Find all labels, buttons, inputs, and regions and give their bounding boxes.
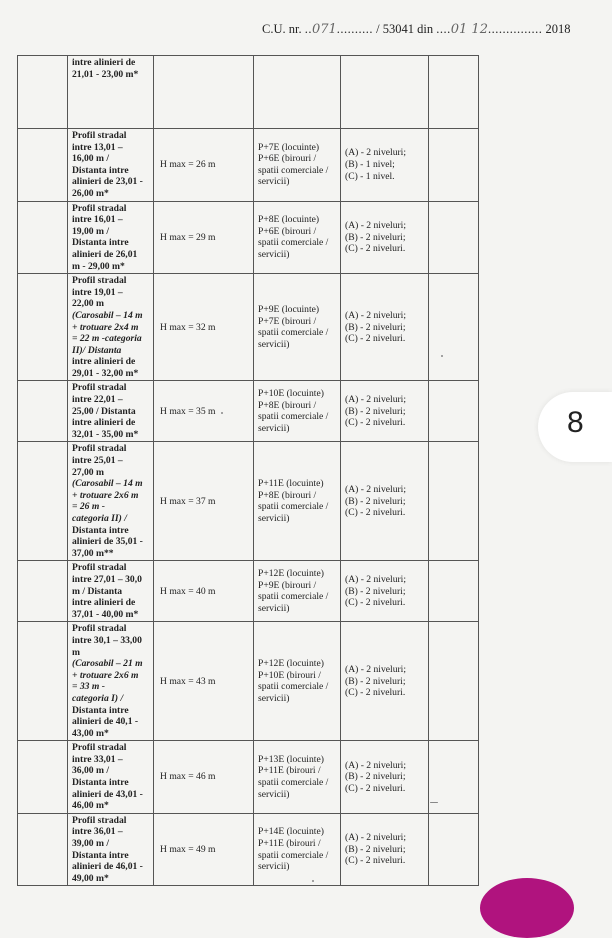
levels-line: (C) - 1 nivel. [345, 170, 395, 182]
profil-line: intre 27,01 – 30,0 [72, 573, 142, 585]
profil-line: 16,00 m / [72, 153, 110, 165]
profil-line: 29,01 - 32,00 m* [72, 367, 139, 379]
blank-cell [18, 442, 68, 561]
profil-line: Distanta intre [72, 704, 129, 716]
profil-line: intre alinieri de [72, 417, 136, 429]
height-regime-line: spatii comerciale / [258, 501, 329, 513]
blank-cell [18, 622, 68, 741]
levels-line: (B) - 2 niveluri; [345, 675, 406, 687]
profil-line: intre alinieri de [72, 57, 136, 68]
header-registration: / 53041 din [376, 22, 434, 36]
profil-line: (Carosabil – 14 m [72, 309, 143, 321]
height-regime-cell [254, 129, 341, 202]
profil-cell [68, 201, 154, 274]
profil-line: 32,01 - 35,00 m* [72, 428, 139, 440]
height-regime-cell [254, 561, 341, 622]
levels-cell [341, 274, 429, 381]
levels-line: (C) - 2 niveluri. [345, 782, 406, 794]
height-regime-line: spatii comerciale / [258, 849, 329, 861]
document-header: C.U. nr. ..071.......... / 53041 din ....01 12............... 2018 [262, 22, 571, 37]
blank-cell [429, 129, 479, 202]
height-regime-line: spatii comerciale / [258, 681, 329, 693]
levels-cell [341, 813, 429, 886]
profil-line: 37,01 - 40,00 m* [72, 608, 139, 620]
height-regime-line: spatii comerciale / [258, 164, 329, 176]
hmax-value: H max = 43 m [160, 675, 216, 687]
header-year: 2018 [545, 22, 571, 36]
hmax-value: H max = 40 m [160, 585, 216, 597]
height-regime-cell [254, 274, 341, 381]
height-table [17, 55, 479, 886]
profil-line: intre 33,01 – [72, 753, 123, 765]
height-regime-line: P+10E (birouri / [258, 669, 321, 681]
height-regime-line: servicii) [258, 692, 290, 704]
height-regime-line: servicii) [258, 176, 290, 188]
levels-cell [341, 201, 429, 274]
hmax-value: H max = 37 m [160, 495, 216, 507]
profil-line: Profil stradal [72, 130, 127, 141]
height-regime-line: P+8E (locuinte) [258, 214, 320, 226]
page-number: 8 [567, 406, 584, 439]
height-regime-line: servicii) [258, 861, 290, 873]
profil-line: = 26 m - [72, 501, 105, 513]
profil-line: 25,00 / Distanta [72, 405, 136, 417]
table-row [18, 56, 479, 129]
profil-line: intre 13,01 – [72, 141, 123, 153]
height-regime-line: P+9E (birouri / [258, 579, 317, 591]
levels-line: (A) - 2 niveluri; [345, 759, 407, 771]
height-regime-line: servicii) [258, 788, 290, 800]
pink-circle-button[interactable] [480, 878, 574, 938]
height-regime-line: P+12E (locuinte) [258, 658, 324, 670]
levels-line: (C) - 2 niveluri. [345, 243, 406, 255]
height-regime-line: P+11E (birouri / [258, 765, 321, 777]
profil-line: Profil stradal [72, 443, 127, 455]
height-regime-line: P+13E (locuinte) [258, 753, 324, 765]
hmax-value: H max = 35 m [160, 405, 216, 417]
profil-line: 27,00 m [72, 466, 104, 478]
levels-line: (C) - 2 niveluri. [345, 333, 406, 345]
table-row [18, 381, 479, 442]
height-regime-cell [254, 381, 341, 442]
height-regime-cell [254, 622, 341, 741]
speck [312, 880, 314, 882]
profil-line: intre alinieri de [72, 597, 136, 609]
profil-line: intre 30,1 – 33,00 [72, 634, 142, 646]
height-regime-cell [254, 201, 341, 274]
blank-cell [18, 381, 68, 442]
profil-line: alinieri de 26,01 [72, 248, 138, 260]
height-regime-line: spatii comerciale / [258, 327, 329, 339]
levels-line: (B) - 2 niveluri; [345, 495, 406, 507]
blank-cell [18, 274, 68, 381]
profil-line: 36,00 m / [72, 765, 110, 777]
height-regime-line: P+12E (locuinte) [258, 568, 324, 580]
profil-line: alinieri de 40,1 - [72, 716, 139, 728]
height-regime-cell [254, 813, 341, 886]
profil-line: II)/ Distanta [72, 344, 122, 356]
profil-line: 37,00 m** [72, 547, 114, 559]
levels-line: (C) - 2 niveluri. [345, 507, 406, 519]
table-row [18, 813, 479, 886]
blank-cell [18, 201, 68, 274]
profil-line: m - 29,00 m* [72, 260, 125, 272]
levels-line: (B) - 2 niveluri; [345, 771, 406, 783]
table-row [18, 622, 479, 741]
profil-line: + trotuare 2x6 m [72, 669, 139, 681]
speck [441, 355, 443, 357]
profil-line: 26,00 m* [72, 187, 109, 199]
profil-line: m / Distanta [72, 585, 123, 597]
profil-line: (Carosabil – 21 m [72, 658, 143, 670]
profil-line: Profil stradal [72, 382, 127, 394]
levels-line: (A) - 2 niveluri; [345, 832, 407, 844]
speck [221, 412, 223, 414]
blank-cell [429, 274, 479, 381]
levels-cell [341, 56, 429, 129]
height-regime-line: spatii comerciale / [258, 237, 329, 249]
blank-cell [18, 129, 68, 202]
blank-cell [18, 813, 68, 886]
profil-line: intre 16,01 – [72, 214, 123, 226]
levels-line: (B) - 2 niveluri; [345, 843, 406, 855]
table-row [18, 274, 479, 381]
handwritten-date: 01 12 [450, 22, 488, 37]
speck [430, 802, 438, 803]
levels-line: (A) - 2 niveluri; [345, 219, 407, 231]
levels-cell [341, 381, 429, 442]
levels-cell [341, 622, 429, 741]
height-regime-line: P+8E (birouri / [258, 489, 317, 501]
profil-line: Profil stradal [72, 814, 127, 826]
profil-line: categoria I) / [72, 692, 124, 704]
profil-cell [68, 561, 154, 622]
profil-cell [68, 442, 154, 561]
header-prefix: C.U. nr. [262, 22, 302, 36]
profil-line: 46,00 m* [72, 800, 109, 812]
levels-line: (C) - 2 niveluri. [345, 855, 406, 867]
profil-line: + trotuare 2x4 m [72, 321, 139, 333]
hmax-cell [154, 813, 254, 886]
levels-cell [341, 129, 429, 202]
table-row [18, 201, 479, 274]
height-regime-line: servicii) [258, 248, 290, 260]
levels-line: (C) - 2 niveluri. [345, 597, 406, 609]
hmax-value: H max = 32 m [160, 321, 216, 333]
profil-cell [68, 741, 154, 814]
profil-line: (Carosabil – 14 m [72, 478, 143, 490]
profil-line: alinieri de 43,01 - [72, 788, 143, 800]
hmax-value: H max = 49 m [160, 843, 216, 855]
profil-cell [68, 129, 154, 202]
profil-line: intre 36,01 – [72, 826, 123, 838]
hmax-value: H max = 26 m [160, 158, 216, 170]
profil-cell [68, 381, 154, 442]
levels-line: (B) - 2 niveluri; [345, 231, 406, 243]
blank-cell [429, 381, 479, 442]
profil-line: alinieri de 35,01 - [72, 536, 143, 548]
blank-cell [429, 442, 479, 561]
hmax-value: H max = 46 m [160, 771, 216, 783]
levels-line: (A) - 2 niveluri; [345, 663, 407, 675]
profil-line: intre 25,01 – [72, 455, 123, 467]
handwritten-number: 071 [311, 22, 337, 37]
height-regime-line: P+7E (locuinte) [258, 141, 320, 153]
profil-cell [68, 813, 154, 886]
height-regime-cell [254, 56, 341, 129]
profil-line: intre 22,01 – [72, 394, 123, 406]
regulations-table [17, 55, 478, 886]
height-regime-line: spatii comerciale / [258, 591, 329, 603]
blank-cell [429, 201, 479, 274]
profil-line: Distanta intre [72, 164, 129, 176]
hmax-cell [154, 129, 254, 202]
levels-line: (B) - 2 niveluri; [345, 585, 406, 597]
blank-cell [429, 56, 479, 129]
profil-line: Distanta intre [72, 849, 129, 861]
height-regime-line: servicii) [258, 423, 290, 435]
profil-line: Distanta intre [72, 777, 129, 789]
levels-cell [341, 741, 429, 814]
height-regime-cell [254, 442, 341, 561]
profil-line: + trotuare 2x6 m [72, 489, 139, 501]
profil-line: Distanta intre [72, 524, 129, 536]
profil-line: intre 19,01 – [72, 286, 123, 298]
levels-cell [341, 442, 429, 561]
blank-cell [18, 56, 68, 129]
table-row [18, 129, 479, 202]
blank-cell [429, 813, 479, 886]
blank-cell [429, 561, 479, 622]
profil-line: Profil stradal [72, 275, 127, 287]
blank-cell [18, 561, 68, 622]
levels-line: (A) - 2 niveluri; [345, 147, 407, 159]
levels-line: (B) - 2 niveluri; [345, 321, 406, 333]
height-regime-line: P+6E (birouri / [258, 225, 317, 237]
profil-line: alinieri de 46,01 - [72, 861, 143, 873]
height-regime-line: servicii) [258, 602, 290, 614]
height-regime-cell [254, 741, 341, 814]
profil-line: categoria II) / [72, 513, 127, 524]
hmax-cell [154, 201, 254, 274]
height-regime-line: P+9E (locuinte) [258, 304, 320, 316]
table-row [18, 561, 479, 622]
profil-line: 21,01 - 23,00 m* [72, 68, 139, 80]
height-regime-line: P+8E (birouri / [258, 399, 317, 411]
profil-line: Distanta intre [72, 237, 129, 249]
levels-line: (C) - 2 niveluri. [345, 417, 406, 429]
profil-line: m [72, 646, 80, 658]
height-regime-line: P+7E (birouri / [258, 315, 317, 327]
profil-line: 39,00 m / [72, 838, 110, 850]
hmax-value: H max = 29 m [160, 231, 216, 243]
table-row [18, 741, 479, 814]
profil-line: 49,00 m* [72, 872, 109, 884]
height-regime-line: servicii) [258, 338, 290, 350]
profil-line: alinieri de 23,01 - [72, 176, 143, 188]
height-regime-line: P+11E (locuinte) [258, 478, 324, 490]
levels-line: (A) - 2 niveluri; [345, 309, 407, 321]
profil-line: = 33 m - [72, 681, 105, 693]
profil-cell [68, 274, 154, 381]
profil-line: Profil stradal [72, 742, 127, 754]
profil-line: Profil stradal [72, 562, 127, 574]
hmax-cell [154, 56, 254, 129]
hmax-cell [154, 561, 254, 622]
height-regime-line: P+14E (locuinte) [258, 826, 324, 838]
profil-line: Profil stradal [72, 202, 127, 214]
levels-line: (B) - 1 nivel; [345, 158, 395, 170]
hmax-cell [154, 274, 254, 381]
hmax-cell [154, 741, 254, 814]
hmax-cell [154, 442, 254, 561]
profil-cell [68, 56, 154, 129]
height-regime-line: P+10E (locuinte) [258, 388, 324, 400]
height-regime-line: P+11E (birouri / [258, 838, 321, 850]
profil-line: Profil stradal [72, 623, 127, 635]
levels-cell [341, 561, 429, 622]
blank-cell [18, 741, 68, 814]
levels-line: (A) - 2 niveluri; [345, 394, 407, 406]
levels-line: (C) - 2 niveluri. [345, 687, 406, 699]
profil-line: 22,00 m [72, 298, 104, 310]
table-row [18, 442, 479, 561]
profil-line: 19,00 m / [72, 225, 110, 237]
height-regime-line: P+6E (birouri / [258, 153, 317, 165]
height-regime-line: servicii) [258, 513, 290, 524]
hmax-cell [154, 622, 254, 741]
height-regime-line: spatii comerciale / [258, 777, 329, 789]
blank-cell [429, 622, 479, 741]
page-number-badge[interactable] [538, 392, 612, 462]
levels-line: (B) - 2 niveluri; [345, 405, 406, 417]
levels-line: (A) - 2 niveluri; [345, 484, 407, 496]
profil-line: = 22 m -categoria [72, 333, 142, 345]
profil-line: intre alinieri de [72, 356, 136, 368]
levels-line: (A) - 2 niveluri; [345, 573, 407, 585]
profil-cell [68, 622, 154, 741]
hmax-cell [154, 381, 254, 442]
height-regime-line: spatii comerciale / [258, 411, 329, 423]
profil-line: 43,00 m* [72, 727, 109, 739]
